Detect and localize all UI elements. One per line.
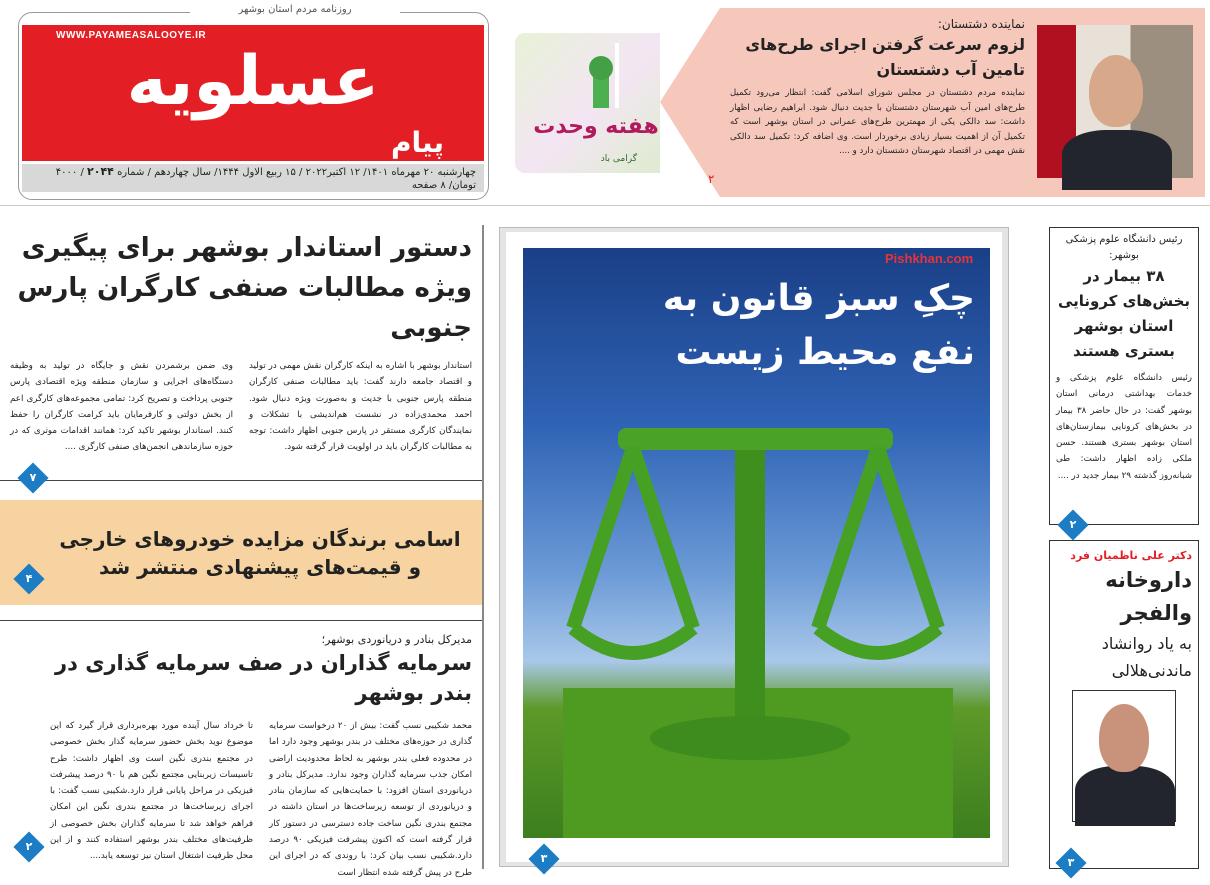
logo-url: WWW.PAYAMEASALOOYE.IR xyxy=(56,30,207,41)
top-story xyxy=(730,16,1025,192)
portrait-photo xyxy=(1072,690,1176,822)
issue-number: ۲۰۴۴ xyxy=(87,165,114,178)
top-story-kicker: نماینده دشتستان: xyxy=(937,17,1025,31)
story1 xyxy=(10,228,472,462)
newspaper-logo[interactable] xyxy=(22,25,484,161)
side2-subtitle: به یاد روانشاد ماندنی‌هلالی xyxy=(1101,634,1192,680)
box-chevron xyxy=(660,8,720,197)
pishkhan-watermark: Pishkhan.com xyxy=(885,251,974,266)
price-pages: / ۴۰۰۰ تومان/ ۸ صفحه xyxy=(55,167,476,191)
story1-col1: استاندار بوشهر با اشاره به اینکه کارگران نقش مهمی در تولید و اقتصاد جامعه دارند گفت: باید مطالبات صنفی کارگران منطقه پارس جنوبی با جدیت و به‌صورت ویژه دنبال شود. احمد محمدی‌زاده در نشست هم‌اندیشی با تشکلات و نمایندگان کارگری مستقر در پارس جنوبی اظهار داشت: توجه به مطالبات کارگران باید در اولویت قرار گرفته شود. xyxy=(249,361,472,453)
divider xyxy=(0,480,482,481)
mosque-icon xyxy=(575,38,625,108)
side1 xyxy=(1056,232,1192,510)
logo-prefix: پیام xyxy=(391,126,444,159)
banner-subtitle: گرامی باد xyxy=(600,154,637,164)
story1-col2: وی ضمن برشمردن نقش و جایگاه در تولید به وظیفه دستگاه‌های اجرایی و سازمان منطقه ویژه اقتصادی پارس جنوبی پرداخت و تصریح کرد: تمامی مجموعه‌های کارگری اعم از بخش دولتی و کارفرمایان باید کرامت کارگران را حفظ کنند. استاندار بوشهر تاکید کرد: همانند اقدامات موثری که در حوزه سازماندهی انجمن‌های صنفی کارگری .... xyxy=(10,361,233,453)
top-story-page: ۲ xyxy=(708,172,715,186)
page-badge: ۳ xyxy=(528,843,559,874)
story3-col2: تا خرداد سال آینده مورد بهره‌برداری قرار گیرد که این موضوع نوید بخش حضور سرمایه گذار بخش خصوصی در مجتمع بندری نگین است وی اظهار داشت: طرح تاسیسات زیربنایی مجتمع نگین هم با ۹۰ درصد پیشرفت فیزیکی در مراحل پایانی قرار دارد.شکیبی نسب گفت: با اجرای زیرساخت‌ها در مجتمع بندری نگین این امکان فراهم خواهد شد تا سرمایه گذاران بخش خصوصی از ظرفیت‌های مختلف بندر بوشهر استفاده کنند و از این محل ظرفیت اشتغال استان نیز توسعه یابد.... xyxy=(50,721,253,862)
top-story-body: نماینده مردم دشتستان در مجلس شورای اسلامی گفت: انتظار می‌رود تکمیل طرح‌های امین آب شهرستان دشتستان با جدیت دنبال شود. ابراهیم رضایی اظهار داشت: سد دالکی یکی از مهمترین طرح‌های عمرانی در استان بوشهر است که تکمیل آن از اهمیت بسیار زیادی برخوردار است. وی اضافه کرد: تکمیل سد دالکی نقش مهمی در اقتصاد شهرستان دشتستان دارد و .... xyxy=(730,88,1025,156)
story1-headline[interactable]: دستور استاندار بوشهر برای پیگیری ویژه مطالبات صنفی کارگران پارس جنوبی xyxy=(17,233,472,343)
story3-col1: محمد شکیبی نسب گفت: بیش از ۲۰ درخواست سرمایه گذاری در حوزه‌های مختلف در بندر بوشهر وجود دارد اما در محدوده فعلی بندر بوشهر به لحاظ محدودیت اراضی امکان جذب سرمایه گذاران وجود ندارد. مدیرکل بنادر و دریانوردی استان افزود: با حمایت‌هایی که سازمان بنادر و دریانوردی از توسعه زیرساخت‌ها در استان داشته در مجتمع بندری نگین ساخت جاده دسترسی در دستور کار قرار گرفته است که اکنون پیشرفت فیزیکی ۹۰ درصد دارد.شکیبی نسب بیان کرد: با روندی که در اجرای این طرح در پیش گرفته شده انتظار است xyxy=(269,721,473,878)
side1-headline[interactable]: ۳۸ بیمار در بخش‌های کرونایی استان بوشهر بستری هستند xyxy=(1057,267,1191,360)
story3-headline[interactable]: سرمایه گذاران در صف سرمایه گذاری در بندر بوشهر xyxy=(55,651,472,705)
page-badge: ۲ xyxy=(1057,509,1088,540)
page-badge: ۳ xyxy=(1055,847,1086,878)
side1-kicker: رئیس دانشگاه علوم پزشکی بوشهر: xyxy=(1065,234,1183,261)
masthead-tagline: روزنامه مردم استان بوشهر xyxy=(190,4,400,15)
unity-week-banner xyxy=(515,33,677,173)
side2-headline[interactable]: داروخانه والفجر xyxy=(1105,568,1192,625)
date-text: چهارشنبه ۲۰ مهرماه ۱۴۰۱/ ۱۲ اکتبر۲۰۲۲ / ۱۵ ربیع الاول ۱۴۴۴/ سال چهاردهم / شماره xyxy=(117,167,476,178)
banner-title: هفته وحدت xyxy=(533,114,659,139)
logo-name: عسلویه xyxy=(126,42,380,121)
story2-headline[interactable]: اسامی برندگان مزایده خودروهای خارجی و قیمت‌های پیشنهادی منتشر شد xyxy=(59,526,461,579)
divider xyxy=(0,205,1210,206)
dateline xyxy=(22,164,484,192)
top-story-headline[interactable]: لزوم سرعت گرفتن اجرای طرح‌های تامین آب دشتستان xyxy=(745,35,1025,79)
side1-body: رئیس دانشگاه علوم پزشکی و خدمات بهداشتی درمانی استان بوشهر گفت: در حال حاضر ۳۸ بیمار در بخش‌های کرونایی بیمارستان‌های استان بوشهر بستری هستند. حسن ملکی زاده اظهار داشت: طی شبانه‌روز گذشته ۲۹ بیمار جدید در .... xyxy=(1056,373,1192,481)
page-badge: ۴ xyxy=(13,563,44,594)
mp-photo xyxy=(1037,25,1193,178)
side2 xyxy=(1056,548,1192,846)
side2-author: دکتر علی ناظمیان فرد xyxy=(1070,549,1192,562)
center-headline[interactable]: چکِ سبز قانون به نفع محیط زیست xyxy=(662,278,975,373)
column-divider xyxy=(482,225,484,869)
page-badge: ۲ xyxy=(13,831,44,862)
page-badge: ۷ xyxy=(17,462,48,493)
story3-kicker: مدیرکل بنادر و دریانوردی بوشهر؛ xyxy=(321,633,472,646)
story3 xyxy=(10,632,473,878)
divider xyxy=(0,620,482,621)
